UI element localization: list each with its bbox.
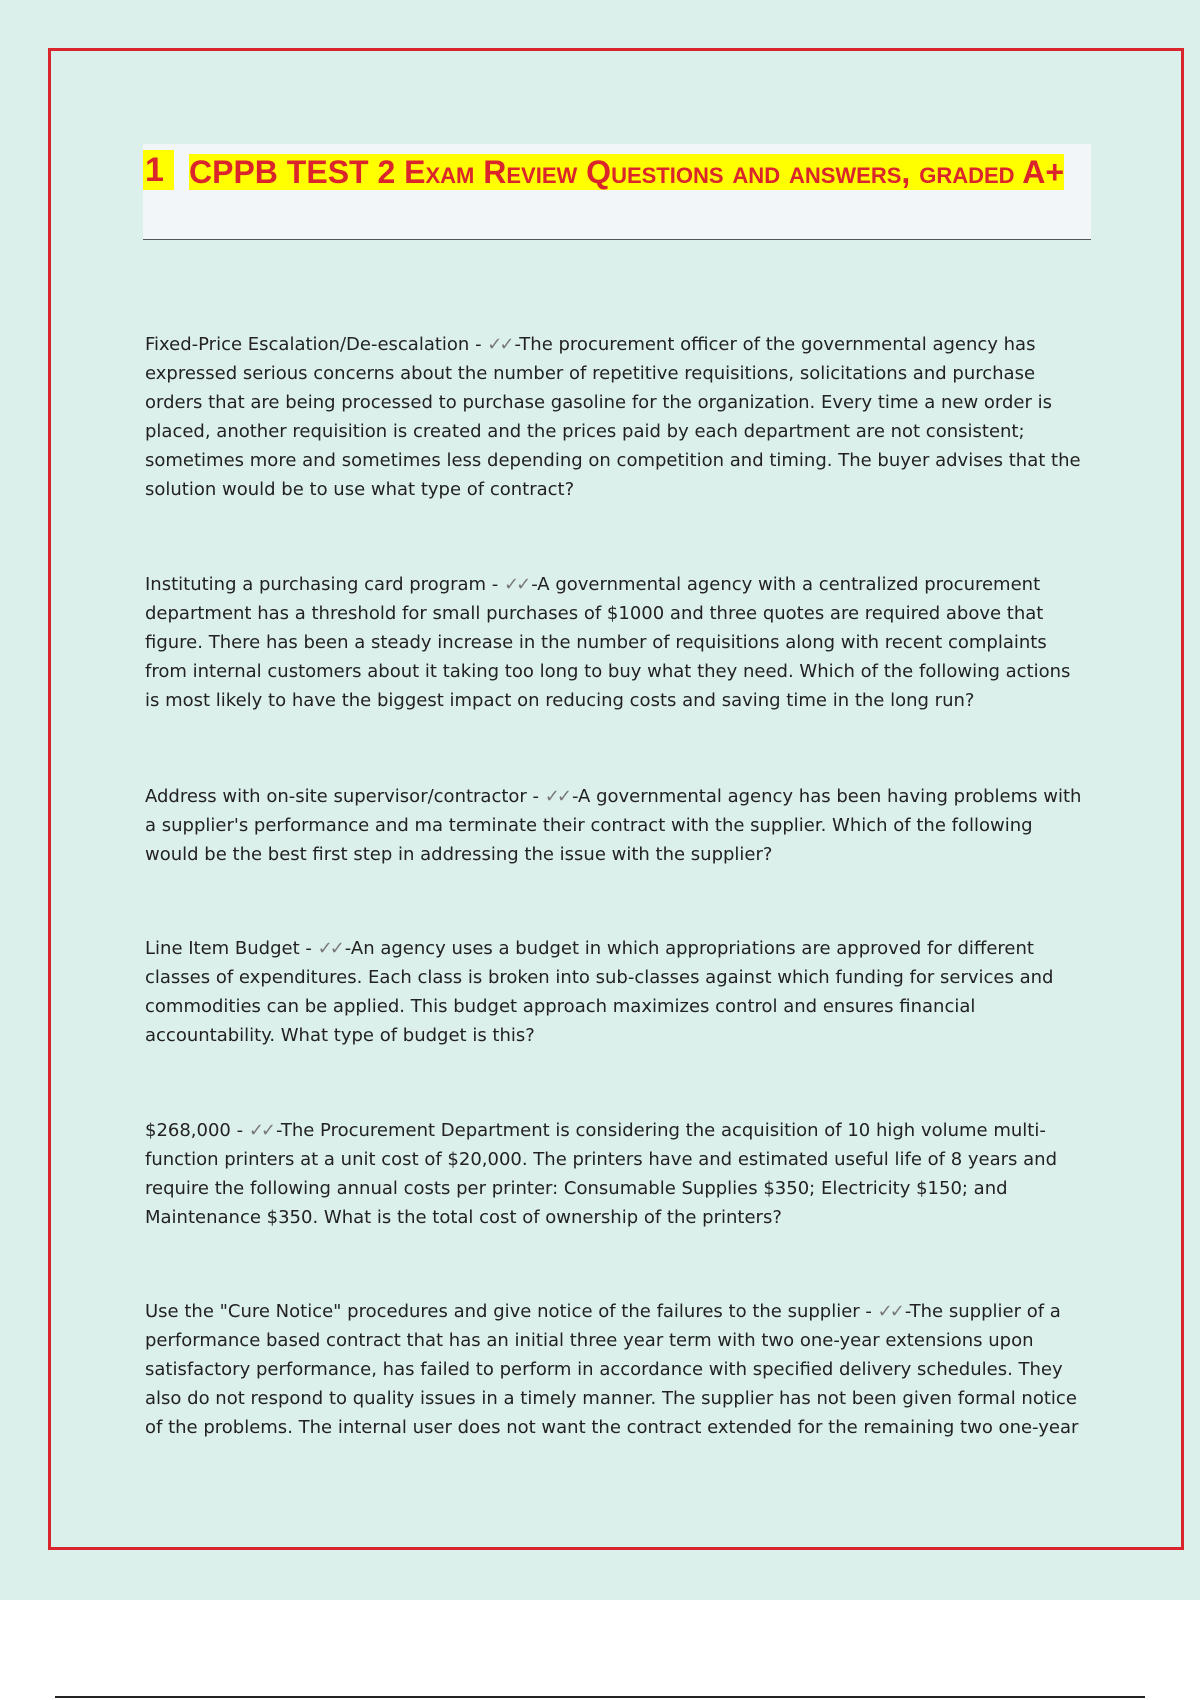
- title-number: 1: [143, 150, 174, 190]
- double-check-icon: ✓✓: [504, 574, 529, 595]
- qa-item: [145, 1297, 1090, 1442]
- answer-text: Address with on-site supervisor/contractor -: [145, 786, 545, 807]
- answer-text: Use the "Cure Notice" procedures and give notice of the failures to the supplier -: [145, 1301, 878, 1322]
- question-text: -A governmental agency has been having problems with a supplier's performance and ma terminate their contract with the supplier. Which of the following would be the best first step in addressing the issue with the supplier?: [145, 786, 1082, 865]
- double-check-icon: ✓✓: [317, 938, 342, 959]
- qa-item: [145, 782, 1090, 869]
- qa-item: [145, 1116, 1090, 1232]
- double-check-icon: ✓✓: [544, 786, 569, 807]
- page-title: CPPB TEST 2 Exam Review Questions and answers, graded A+: [189, 154, 1065, 190]
- answer-text: Line Item Budget -: [145, 938, 318, 959]
- title-block: [143, 144, 1091, 240]
- question-text: -A governmental agency with a centralized procurement department has a threshold for small purchases of $1000 and three quotes are required above that figure. There has been a steady increase in the number of requisitions along with recent complaints from internal customers about it taking too long to buy what they need. Which of the following actions is most likely to have the biggest impact on reducing costs and saving time in the long run?: [145, 574, 1071, 711]
- question-text: -The Procurement Department is considering the acquisition of 10 high volume multi-function printers at a unit cost of $20,000. The printers have and estimated useful life of 8 years and require the following annual costs per printer: Consumable Supplies $350; Electricity $150; and Maintenance $350. What is the total cost of ownership of the printers?: [145, 1120, 1058, 1228]
- question-text: -An agency uses a budget in which appropriations are approved for different classes of expenditures. Each class is broken into sub-classes against which funding for services and commodities can be applied. This budget approach maximizes control and ensures financial accountability. What type of budget is this?: [145, 938, 1054, 1046]
- answer-text: Fixed-Price Escalation/De-escalation -: [145, 334, 488, 355]
- answer-text: Instituting a purchasing card program -: [145, 574, 505, 595]
- question-text: -The procurement officer of the governmental agency has expressed serious concerns about the number of repetitive requisitions, solicitations and purchase orders that are being processed to purchase gasoline for the organization. Every time a new order is placed, another requisition is created and the prices paid by each department are not consistent; sometimes more and sometimes less depending on competition and timing. The buyer advises that the solution would be to use what type of contract?: [145, 334, 1081, 500]
- question-text: -The supplier of a performance based contract that has an initial three year term with two one-year extensions upon satisfactory performance, has failed to perform in accordance with specified delivery schedules. They also do not respond to quality issues in a timely manner. The supplier has not been given formal notice of the problems. The internal user does not want the contract extended for the remaining two one-year: [145, 1301, 1079, 1438]
- qa-item: [145, 570, 1090, 715]
- answer-text: $268,000 -: [145, 1120, 249, 1141]
- double-check-icon: ✓✓: [877, 1301, 902, 1322]
- double-check-icon: ✓✓: [487, 334, 512, 355]
- qa-item: [145, 330, 1090, 504]
- double-check-icon: ✓✓: [248, 1120, 273, 1141]
- footer-rule: [55, 1696, 1145, 1698]
- qa-item: [145, 934, 1090, 1050]
